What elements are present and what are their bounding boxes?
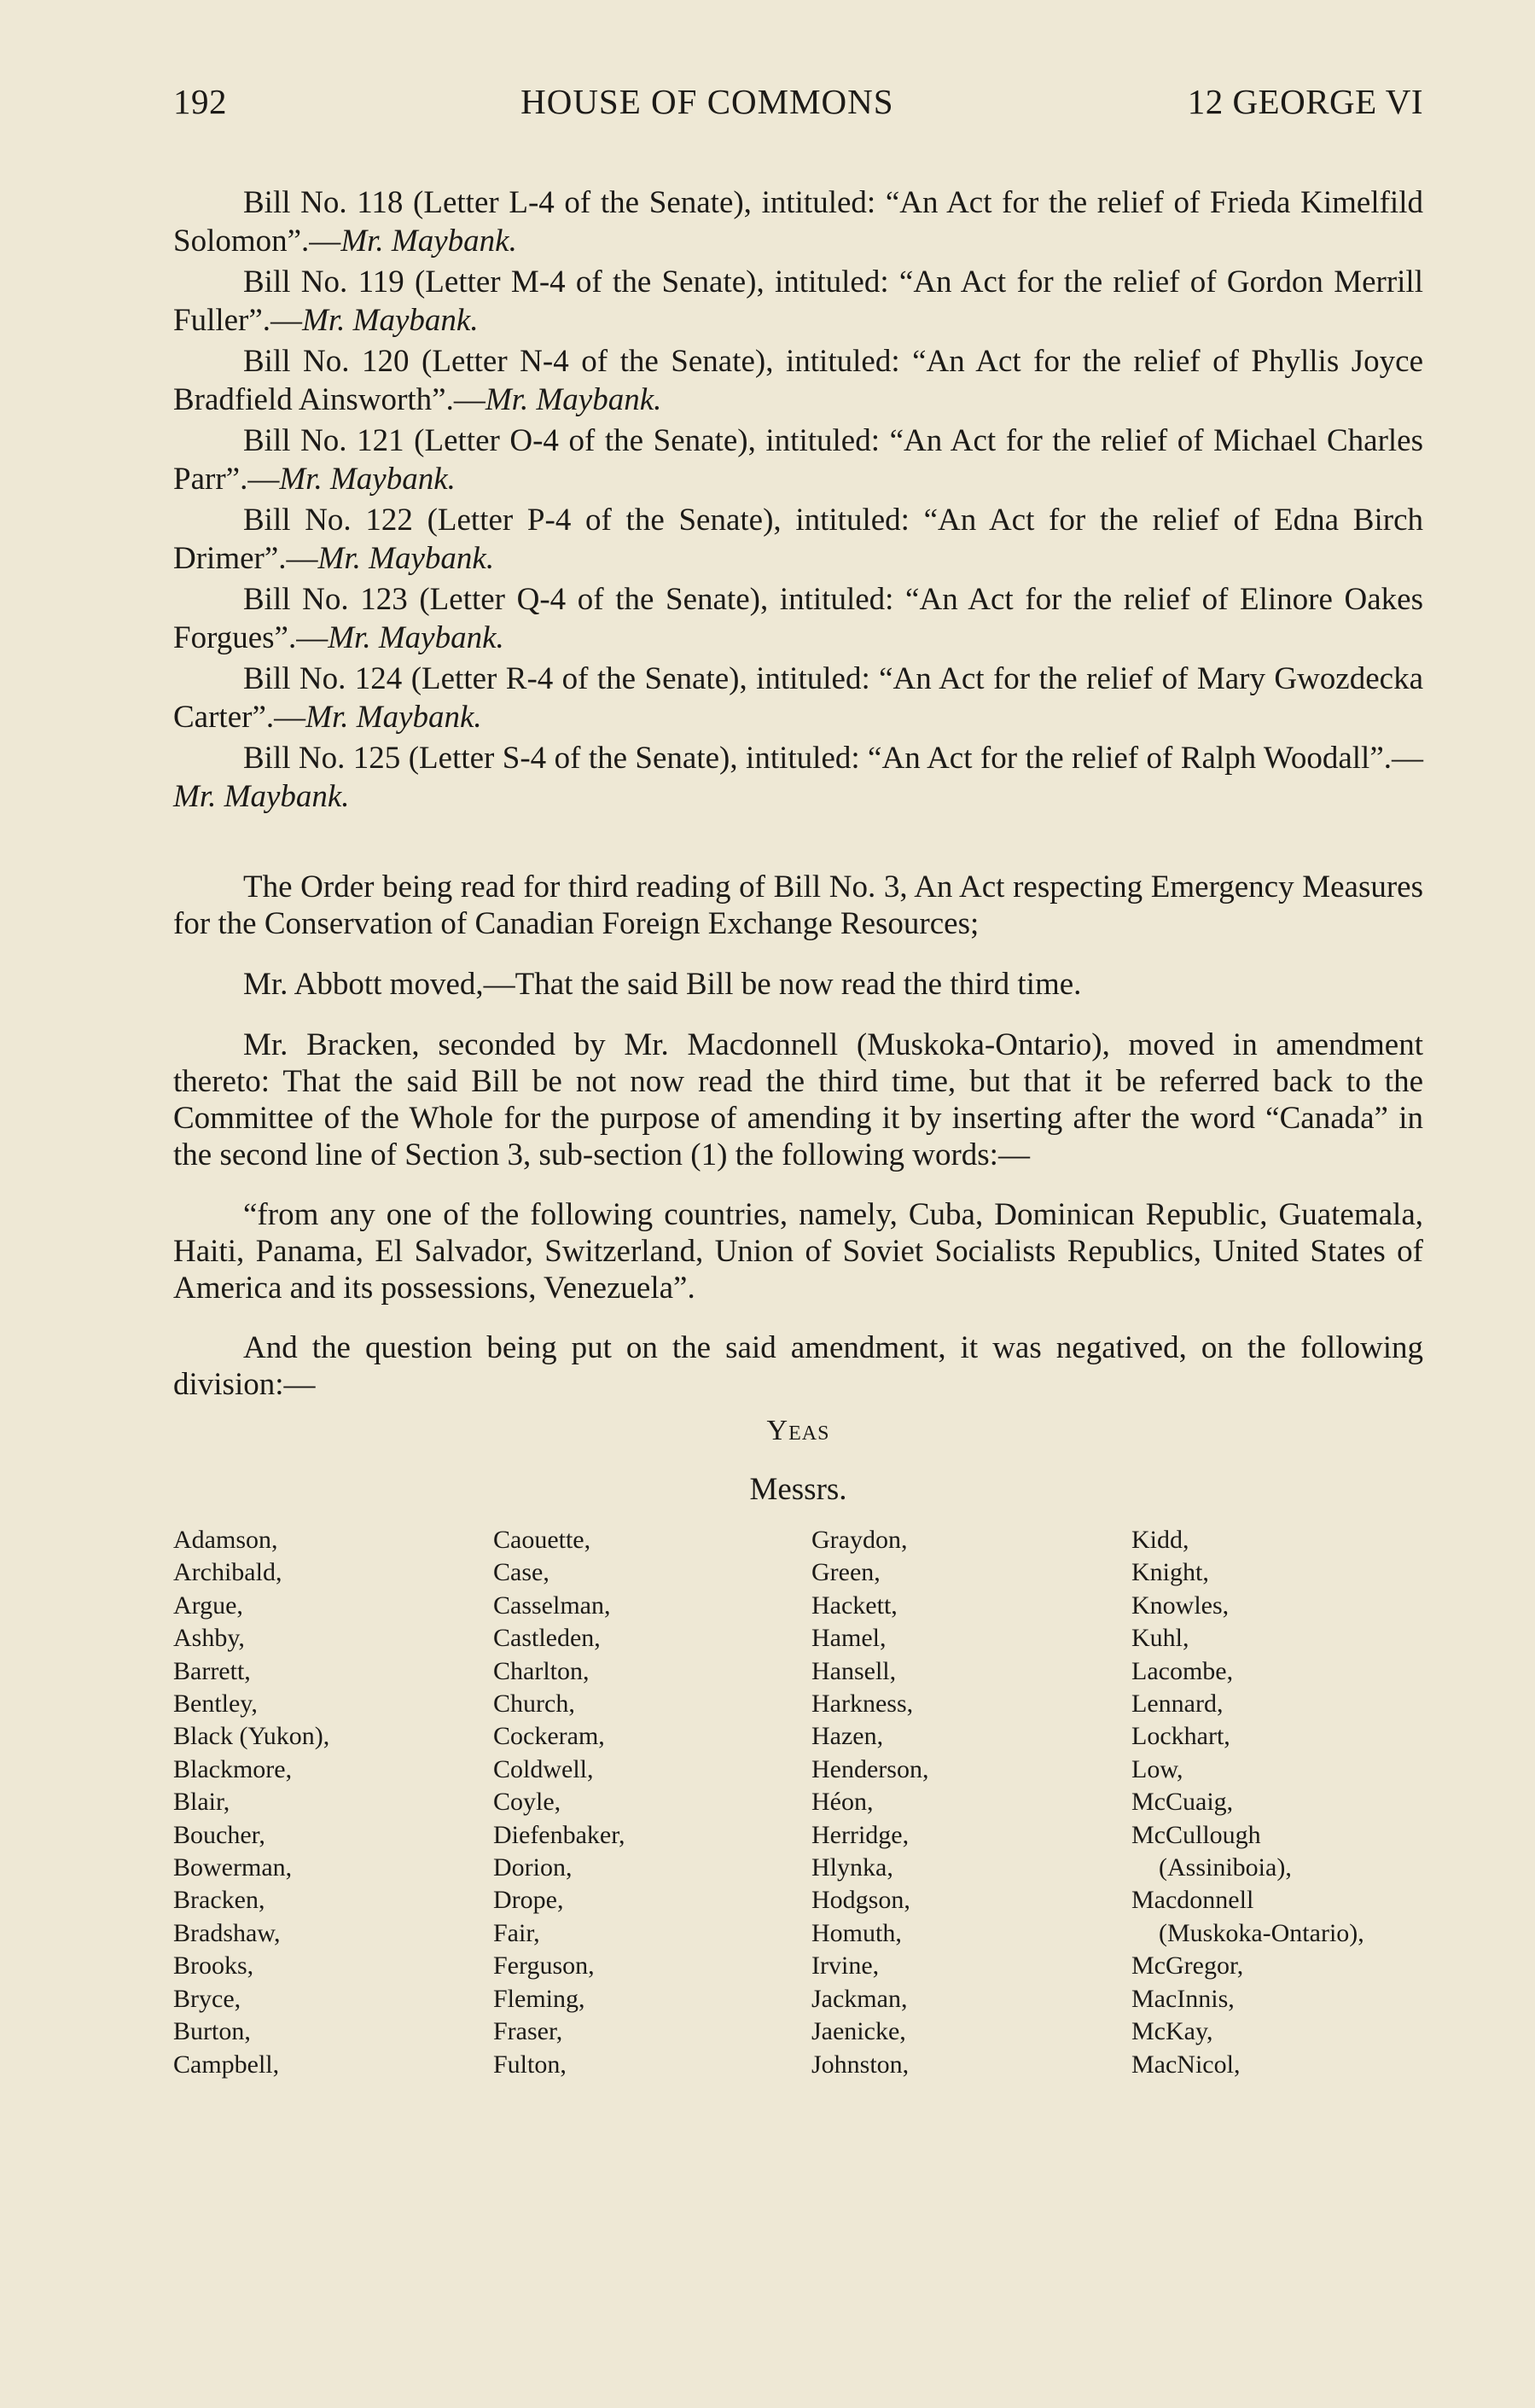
- bill-entry: [173, 580, 1423, 657]
- journal-title: HOUSE OF COMMONS: [520, 82, 894, 121]
- member-name: Argue,: [173, 1591, 243, 1620]
- member-name: Boucher,: [173, 1820, 265, 1849]
- member-name: Jaenicke,: [811, 2017, 906, 2046]
- member-name: Kuhl,: [1131, 1624, 1189, 1653]
- bill-mover: Mr. Maybank.: [279, 462, 456, 497]
- member-name: Black (Yukon),: [173, 1722, 330, 1751]
- bill-entry: [173, 739, 1423, 816]
- bill-text: Bill No. 120 (Letter N-4 of the Senate), intituled: “An Act for the relief of Phyllis Joyce Bradfield Ainsworth”.—: [173, 344, 1423, 417]
- names-column: [811, 1524, 1131, 2081]
- member-name: Bryce,: [173, 1984, 241, 2013]
- member-name: Lacombe,: [1131, 1656, 1234, 1685]
- division-salutation: Messrs.: [749, 1472, 847, 1507]
- member-name: Cockeram,: [493, 1722, 605, 1751]
- member-name: Diefenbaker,: [493, 1820, 625, 1849]
- amendment-quote: “from any one of the following countries, namely, Cuba, Dominican Republic, Guatemala, Haiti, Panama, El Salvador, Switzerland, Union of Soviet Socialists Republics, United States of America and its possessions, Venezuela”.: [173, 1197, 1423, 1306]
- member-name-continuation: (Muskoka-Ontario),: [1159, 1918, 1364, 1947]
- member-name: Campbell,: [173, 2050, 280, 2079]
- member-name: Hazen,: [811, 1722, 884, 1751]
- member-name: Lockhart,: [1131, 1722, 1230, 1751]
- bill-text: Bill No. 124 (Letter R-4 of the Senate), intituled: “An Act for the relief of Mary Gwozdecka Carter”.—: [173, 661, 1423, 735]
- member-name-continuation: (Assiniboia),: [1159, 1853, 1292, 1882]
- amendment-paragraph: Mr. Bracken, seconded by Mr. Macdonnell (Muskoka-Ontario), moved in amendment thereto: That the said Bill be not now read the third time, but that it be referred back to the Committee of the Whole for the purpose of amending it by inserting after the word “Canada” in the second line of Section 3, sub-section (1) the following words:—: [173, 1027, 1423, 1172]
- member-name: McKay,: [1131, 2017, 1213, 2046]
- member-name: McCullough: [1131, 1820, 1261, 1849]
- member-name: Brooks,: [173, 1951, 254, 1980]
- names-column: [1131, 1524, 1423, 2081]
- member-name: Castleden,: [493, 1624, 601, 1653]
- question-paragraph: And the question being put on the said amendment, it was negatived, on the following division:—: [173, 1330, 1423, 1402]
- bill-entry: [173, 183, 1423, 260]
- member-name: Fulton,: [493, 2050, 567, 2079]
- session-label: 12 GEORGE VI: [1187, 82, 1423, 121]
- member-name: Fleming,: [493, 1984, 585, 2013]
- member-name: Barrett,: [173, 1656, 251, 1685]
- member-name: Harkness,: [811, 1690, 914, 1719]
- bill-mover: Mr. Maybank.: [317, 541, 495, 576]
- member-name: Hackett,: [811, 1591, 898, 1620]
- bill-text: Bill No. 119 (Letter M-4 of the Senate), intituled: “An Act for the relief of Gordon Merrill Fuller”.—: [173, 265, 1423, 338]
- bill-text: Bill No. 118 (Letter L-4 of the Senate), intituled: “An Act for the relief of Frieda Kimelfild Solomon”.—: [173, 185, 1423, 259]
- member-name: McGregor,: [1131, 1951, 1244, 1980]
- member-name: Charlton,: [493, 1656, 590, 1685]
- member-name: Hodgson,: [811, 1886, 910, 1915]
- member-name: Hamel,: [811, 1624, 887, 1653]
- bill-text: Bill No. 125 (Letter S-4 of the Senate), intituled: “An Act for the relief of Ralph Woodall”.—: [243, 741, 1423, 776]
- names-column: [493, 1524, 811, 2081]
- member-name: Dorion,: [493, 1853, 573, 1882]
- member-name: Coldwell,: [493, 1754, 594, 1783]
- member-name: Caouette,: [493, 1526, 591, 1554]
- member-name: Hansell,: [811, 1656, 897, 1685]
- order-paragraph: The Order being read for third reading of Bill No. 3, An Act respecting Emergency Measures for the Conservation of Canadian Foreign Exchange Resources;: [173, 870, 1423, 941]
- member-name: Casselman,: [493, 1591, 611, 1620]
- member-name: Low,: [1131, 1754, 1183, 1783]
- member-name: Green,: [811, 1558, 881, 1587]
- member-name: McCuaig,: [1131, 1788, 1234, 1817]
- member-name: Knight,: [1131, 1558, 1209, 1587]
- member-name: Macdonnell: [1131, 1886, 1254, 1915]
- member-name: Lennard,: [1131, 1690, 1224, 1719]
- member-name: Fraser,: [493, 2017, 563, 2046]
- bill-entry: [173, 342, 1423, 419]
- motion-paragraph: Mr. Abbott moved,—That the said Bill be now read the third time.: [243, 967, 1082, 1002]
- bill-mover: Mr. Maybank.: [305, 700, 482, 735]
- member-name: Church,: [493, 1690, 575, 1719]
- bill-text: Bill No. 121 (Letter O-4 of the Senate), intituled: “An Act for the relief of Michael Charles Parr”.—: [173, 423, 1423, 497]
- member-name: Burton,: [173, 2017, 251, 2046]
- member-name: Bentley,: [173, 1690, 258, 1719]
- third-reading-section: [173, 869, 1423, 1403]
- member-name: Jackman,: [811, 1984, 908, 2013]
- bill-entry: [173, 263, 1423, 340]
- document-page: [173, 81, 1423, 2081]
- member-name: Kidd,: [1131, 1526, 1189, 1554]
- member-name: Blair,: [173, 1788, 230, 1817]
- member-name: Herridge,: [811, 1820, 910, 1849]
- member-name: Irvine,: [811, 1951, 880, 1980]
- member-name: Fair,: [493, 1918, 540, 1947]
- member-name: Bowerman,: [173, 1853, 293, 1882]
- member-name: Bracken,: [173, 1886, 265, 1915]
- member-name: Knowles,: [1131, 1591, 1230, 1620]
- member-name: MacInnis,: [1131, 1984, 1235, 2013]
- bill-text: Bill No. 122 (Letter P-4 of the Senate), intituled: “An Act for the relief of Edna Birch Drimer”.—: [173, 503, 1423, 576]
- bill-list: [173, 183, 1423, 816]
- member-name: Ashby,: [173, 1624, 245, 1653]
- bill-mover: Mr. Maybank.: [340, 224, 517, 259]
- member-name: Ferguson,: [493, 1951, 595, 1980]
- bill-mover: Mr. Maybank.: [328, 620, 504, 655]
- member-name: Hlynka,: [811, 1853, 893, 1882]
- member-name: Héon,: [811, 1788, 874, 1817]
- division-heading: Yeas: [766, 1415, 830, 1446]
- bill-mover: Mr. Maybank.: [485, 382, 662, 417]
- member-name: Graydon,: [811, 1526, 908, 1554]
- member-name: Coyle,: [493, 1788, 561, 1817]
- bill-text: Bill No. 123 (Letter Q-4 of the Senate), intituled: “An Act for the relief of Elinore Oakes Forgues”.—: [173, 582, 1423, 655]
- member-name: Henderson,: [811, 1754, 929, 1783]
- member-name: MacNicol,: [1131, 2050, 1241, 2079]
- member-name: Blackmore,: [173, 1754, 293, 1783]
- bill-entry: [173, 501, 1423, 578]
- bill-entry: [173, 660, 1423, 736]
- member-name: Drope,: [493, 1886, 564, 1915]
- bill-mover: Mr. Maybank.: [173, 779, 350, 814]
- running-head: [173, 81, 1423, 132]
- member-name: Bradshaw,: [173, 1918, 281, 1947]
- member-name: Archibald,: [173, 1558, 282, 1587]
- member-name: Johnston,: [811, 2050, 910, 2079]
- yeas-names-grid: [173, 1524, 1423, 2081]
- member-name: Case,: [493, 1558, 549, 1587]
- bill-mover: Mr. Maybank.: [302, 303, 479, 338]
- page-number: 192: [173, 82, 227, 121]
- bill-entry: [173, 422, 1423, 498]
- member-name: Homuth,: [811, 1918, 902, 1947]
- member-name: Adamson,: [173, 1526, 278, 1554]
- names-column: [173, 1524, 493, 2081]
